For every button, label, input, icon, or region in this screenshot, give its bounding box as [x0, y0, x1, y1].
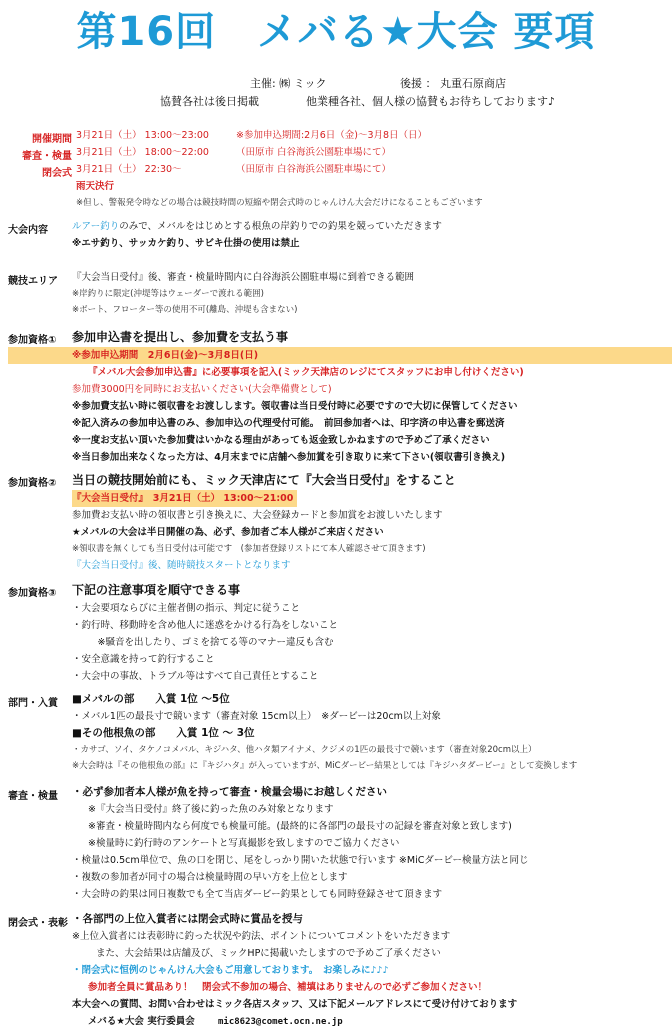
organizer: 主催: ㈱ ミック [250, 77, 327, 90]
req1-fee: 参加費3000円を同時にお支払いください(大会準備費として) [72, 384, 332, 395]
area-label: 競技エリア [8, 276, 58, 287]
judging-item: ※『大会当日受付』終了後に釣った魚のみ対象となります [88, 804, 334, 815]
judging-heading: ・必ず参加者本人様が魚を持って審査・検量会場にお越しください [72, 786, 387, 798]
sponsor-note-left: 協賛各社は後日掲載 [160, 95, 259, 108]
judging-item: ・検量は0.5cm単位で、魚の口を閉じ、尾をしっかり開いた状態で行います ※MiCダービー検量方法と同じ [72, 855, 529, 866]
area-line-2: ※岸釣りに限定(沖堤等はウェーダーで渡れる範囲) [72, 289, 264, 299]
committee-name: メバる★大会 実行委員会 [88, 1016, 195, 1027]
req1-note-3: ※一度お支払い頂いた参加費はいかなる理由があっても返金致しかねますので予めご了承ください [72, 435, 490, 446]
other-division-heading: ■その他根魚の部 入賞 1位 ～ 3位 [72, 727, 255, 739]
contact-line: 本大会への質問、お問い合わせはミック各店スタッフ、又は下記メールアドレスにて受け付けております [72, 999, 518, 1010]
other-division-note-2: ※大会時は『その他根魚の部』に『キジハタ』が入っていますが、MiCダービー結果としては『キジハタダービー』として変換します [72, 761, 578, 771]
req2-note-1: 参加費お支払い時の領収書と引き換えに、大会登録カードと参加賞をお渡しいたします [72, 510, 443, 521]
mebaru-division-note: ・メバル1匹の最長寸で競います（審査対象 15cm以上） ※ダービーは20cm以上対象 [72, 711, 441, 722]
judging-item: ・大会時の釣果は同日複数でも全て当店ダービー釣果としても同時登録させて頂きます [72, 889, 443, 900]
req3-label: 参加資格③ [8, 588, 57, 599]
content-line-2: ※エサ釣り、サッカケ釣り、サビキ仕掛の使用は禁止 [72, 238, 300, 249]
req2-reception: 『大会当日受付』 3月21日（土） 13:00～21:00 [72, 490, 297, 507]
req3-item: ・大会中の事故、トラブル等はすべて自己責任とすること [72, 671, 319, 682]
judging-item: ・複数の参加者が同寸の場合は検量時間の早い方を上位とします [72, 872, 348, 883]
req2-note-3: ※領収書を無くしても当日受付は可能です (参加者登録リストにて本人確認させて頂きます) [72, 544, 426, 554]
judging-item: ※審査・検量時間内なら何度でも検量可能。(最終的に各部門の最長寸の記録を審査対象と致します) [88, 821, 512, 832]
judging-label: 審査・検量 [8, 791, 58, 802]
req3-item: ※騒音を出したり、ゴミを捨てる等のマナー違反も含む [88, 637, 334, 648]
schedule-label-judging: 審査・検量 [22, 151, 72, 162]
req1-note-1: ※参加費支払い時に領収書をお渡しします。領収書は当日受付時に必要ですので大切に保管してください [72, 401, 518, 412]
req2-heading: 当日の競技開始前にも、ミック天津店にて『大会当日受付』をすること [72, 473, 456, 487]
req3-item: ・釣行時、移動時を含め他人に迷惑をかける行為をしないこと [72, 620, 339, 631]
sponsor-line [250, 75, 506, 91]
other-division-note: ・カサゴ、ソイ、タケノコメバル、キジハタ、他ハタ類アイナメ、クジメの1匹の最長寸で競います（審査対象20cm以上） [72, 745, 537, 755]
closing-note-4: 参加者全員に賞品あり！ 閉会式不参加の場合、補填はありませんので必ずご参加ください！ [88, 982, 488, 993]
schedule-note: ※但し、警報発令時などの場合は競技時間の短縮や閉会式時のじゃんけん大会だけになることもございます [76, 198, 483, 208]
schedule-section [8, 127, 668, 211]
req3-heading: 下記の注意事項を順守できる事 [72, 583, 241, 597]
req1-period: ※参加申込期間 2月6日(金)～3月8日(日) [8, 347, 672, 364]
closing-note-3: ・閉会式に恒例のじゃんけん大会もご用意しております。 お楽しみに♪♪♪ [72, 965, 389, 976]
divisions-label: 部門・入賞 [8, 698, 58, 709]
closing-label: 閉会式・表彰 [8, 918, 68, 929]
closing-note-2: また、大会結果は店舗及び、ミックHPに掲載いたしますので予めご了承ください [96, 948, 441, 959]
schedule-row-closing: 3月21日（土） 22:30～ （田原市 白谷海浜公園駐車場にて） [76, 164, 392, 175]
contact-email[interactable]: mic8623@comet.ocn.ne.jp [218, 1017, 343, 1027]
sponsor-note-line [160, 93, 555, 109]
rain-note: 雨天決行 [76, 181, 115, 192]
backer: 後援 ： 丸重石原商店 [400, 77, 506, 90]
mebaru-division-heading: ■メバルの部 入賞 1位 ～5位 [72, 693, 230, 705]
req2-note-4: 『大会当日受付』後、随時競技スタートとなります [72, 560, 291, 571]
req1-heading: 参加申込書を提出し、参加費を支払う事 [72, 330, 289, 344]
req1-note-4: ※当日参加出来なくなった方は、4月末までに店舗へ参加賞を引き取りに来て下さい(領収書引き換え) [72, 452, 506, 463]
req2-label: 参加資格② [8, 478, 57, 489]
req3-item: ・安全意識を持って釣行すること [72, 654, 215, 665]
req1-note-2: ※記入済みの参加申込書のみ、参加申込の代理受付可能。 前回参加者へは、印字済の申込書を郵送済 [72, 418, 505, 429]
area-line-1: 『大会当日受付』後、審査・検量時間内に白谷海浜公園駐車場に到着できる範囲 [72, 272, 415, 283]
req1-form: 『メバル大会参加申込書』に必要事項を記入(ミック天津店のレジにてスタッフにお申し付けください) [88, 367, 524, 378]
closing-note-1: ※上位入賞者には表彰時に釣った状況や釣法、ポイントについてコメントをいただきます [72, 931, 451, 942]
judging-item: ※検量時に釣行時のアンケートと写真撮影を致しますのでご協力ください [88, 838, 400, 849]
closing-heading: ・各部門の上位入賞者には閉会式時に賞品を授与 [72, 913, 303, 925]
req2-note-2: ★メバルの大会は半日開催の為、必ず、参加者ご本人様がご来店ください [72, 527, 384, 538]
sponsor-note-right: 他業種各社、個人様の協賛もお待ちしております♪ [306, 95, 556, 108]
committee-line [72, 1013, 672, 1030]
req3-item: ・大会要項ならびに主催者側の指示、判定に従うこと [72, 603, 301, 614]
schedule-row-period: 3月21日（土） 13:00～23:00 ※参加申込期間:2月6日（金)～3月8日（日） [76, 130, 428, 141]
schedule-label-period: 開催期間 [32, 134, 72, 145]
content-line-1: ルアー釣りのみで、メバルをはじめとする根魚の岸釣りでの釣果を競っていただきます [72, 221, 442, 232]
req1-label: 参加資格① [8, 335, 57, 346]
area-line-3: ※ボート、フローター等の使用不可(離島、沖堤も含まない) [72, 305, 298, 315]
schedule-row-judging: 3月21日（土） 18:00～22:00 （田原市 白谷海浜公園駐車場にて） [76, 147, 392, 158]
schedule-label-closing: 閉会式 [42, 168, 72, 179]
page-title: 第16回 メバる★大会 要項 [76, 9, 596, 55]
content-label: 大会内容 [8, 225, 48, 236]
